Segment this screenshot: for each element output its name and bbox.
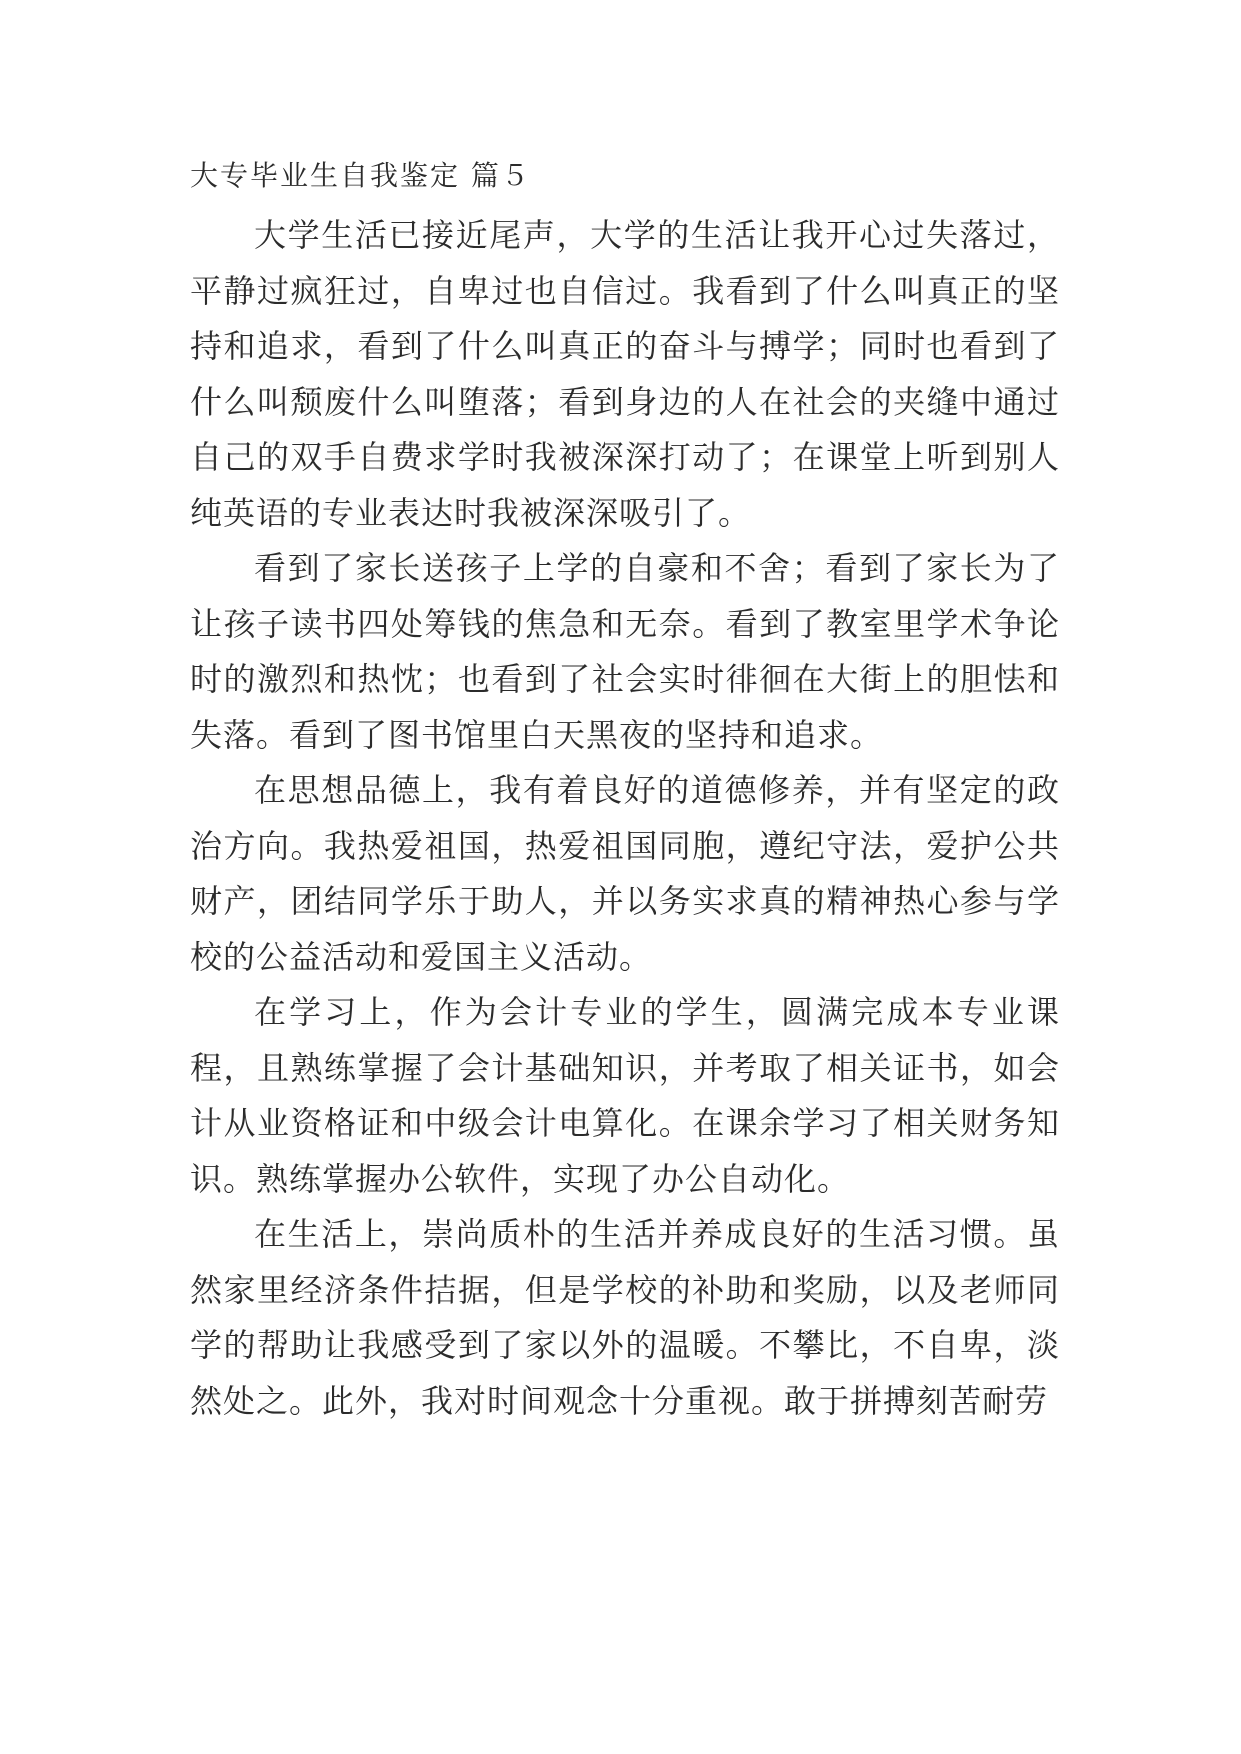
document-title: 大专毕业生自我鉴定 篇５ [190,159,531,192]
paragraph-3: 在思想品德上，我有着良好的道德修养，并有坚定的政治方向。我热爱祖国，热爱祖国同胞，遵纪守法，爱护公共财产，团结同学乐于助人，并以务实求真的精神热心参与学校的公益活动和爱国主义活动。 [190,771,1060,976]
paragraph-4: 在学习上，作为会计专业的学生，圆满完成本专业课程，且熟练掌握了会计基础知识，并考取了相关证书，如会计从业资格证和中级会计电算化。在课余学习了相关财务知识。熟练掌握办公软件，实现了办公自动化。 [190,993,1060,1198]
paragraph-1: 大学生活已接近尾声，大学的生活让我开心过失落过，平静过疯狂过，自卑过也自信过。我看到了什么叫真正的坚持和追求，看到了什么叫真正的奋斗与搏学；同时也看到了什么叫颓废什么叫堕落；看到身边的人在社会的夹缝中通过自己的双手自费求学时我被深深打动了；在课堂上听到别人纯英语的专业表达时我被深深吸引了。 [190,216,1060,532]
paragraph-2: 看到了家长送孩子上学的自豪和不舍；看到了家长为了让孩子读书四处筹钱的焦急和无奈。看到了教室里学术争论时的激烈和热忱；也看到了社会实时徘徊在大街上的胆怯和失落。看到了图书馆里白天黑夜的坚持和追求。 [190,549,1060,754]
document-body [190,152,1060,1429]
paragraph-5: 在生活上，崇尚质朴的生活并养成良好的生活习惯。虽然家里经济条件拮据，但是学校的补助和奖励，以及老师同学的帮助让我感受到了家以外的温暖。不攀比，不自卑，淡然处之。此外，我对时间观念十分重视。敢于拼搏刻苦耐劳 [190,1215,1060,1420]
